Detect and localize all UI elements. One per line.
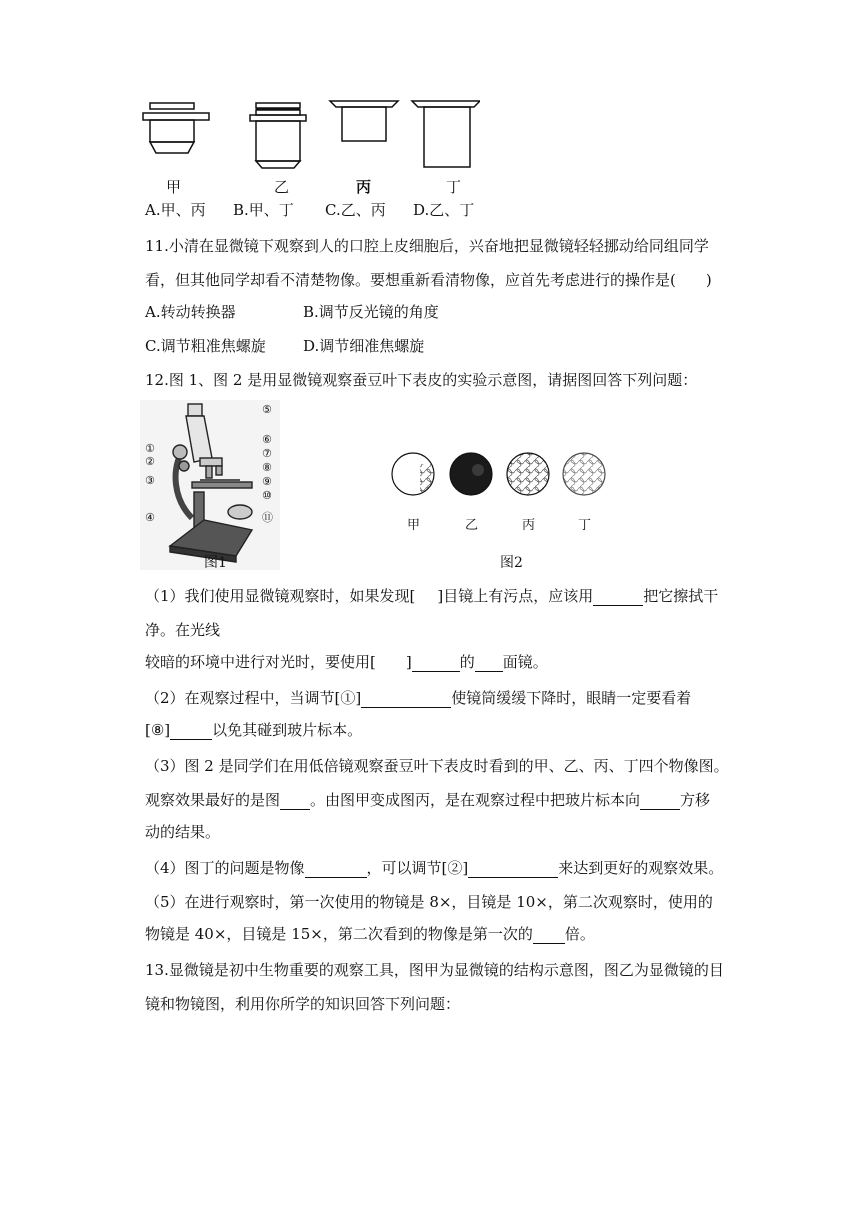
q12-p4-line1: [145, 858, 723, 878]
callout-4: ④: [145, 511, 155, 524]
answer-blank[interactable]: [475, 655, 503, 672]
q10-option-b[interactable]: B.甲、丁: [233, 201, 294, 219]
q12-intro: 12.图 1、图 2 是用显微镜观察蚕豆叶下表皮的实验示意图，请据图回答下列问题：: [145, 371, 698, 389]
q11-options-row2: [145, 336, 424, 356]
figure-1-caption: 图1: [204, 555, 227, 571]
q10-option-c[interactable]: C.乙、丙: [325, 201, 386, 219]
text: ]: [405, 653, 412, 671]
answer-blank[interactable]: [593, 589, 643, 606]
figure-2-views: [380, 440, 620, 533]
q12-p1-line3: [145, 652, 548, 672]
views-drawing: [380, 440, 620, 520]
text: 倍。: [564, 925, 595, 943]
answer-blank[interactable]: [468, 861, 558, 878]
text: 物镜是 40×，目镜是 15×，第二次看到的物像是第一次的: [145, 925, 533, 943]
view-label-yi: 乙: [465, 518, 479, 533]
answer-blank[interactable]: [305, 861, 367, 878]
lens-drawings: [140, 95, 480, 175]
text: （2）在观察过程中，当调节[①]: [145, 689, 362, 707]
microscope-drawing: [140, 400, 280, 570]
view-label-jia: 甲: [407, 518, 421, 533]
q12-p3-line1: （3）图 2 是同学们在用低倍镜观察蚕豆叶下表皮时看到的甲、乙、丙、丁四个物像图。: [145, 757, 729, 775]
lens-figure: [140, 95, 480, 195]
callout-3: ③: [145, 474, 155, 487]
answer-blank[interactable]: [280, 793, 310, 810]
fig1-callout-right: [262, 433, 272, 503]
text: 使镜筒缓缓下降时，眼睛一定要看着: [451, 689, 692, 707]
callout-11: ⑪: [262, 511, 273, 524]
answer-blank[interactable]: [170, 723, 212, 740]
answer-blank[interactable]: [415, 590, 437, 606]
answer-blank[interactable]: [412, 655, 460, 672]
text: （4）图丁的问题是物像: [145, 859, 305, 877]
lens-label-ding: 丁: [446, 178, 462, 196]
callout-1: ①: [145, 442, 155, 455]
callout-7: ⑦: [262, 447, 272, 460]
text: 方移: [680, 791, 711, 809]
q12-p5-line1: （5）在进行观察时，第一次使用的物镜是 8×，目镜是 10×，第二次观察时，使用的: [145, 893, 713, 911]
q10-option-d[interactable]: D.乙、丁: [413, 201, 475, 219]
q10-option-a[interactable]: A.甲、丙: [145, 201, 206, 219]
q12-p1-line1: [145, 586, 718, 606]
answer-blank[interactable]: [361, 691, 451, 708]
q12-p2-line1: [145, 688, 691, 708]
view-label-bing: 丙: [522, 518, 536, 533]
text: 面镜。: [502, 653, 548, 671]
q10-options: [145, 200, 474, 220]
text: 来达到更好的观察效果。: [558, 859, 724, 877]
text: ]目镜上有污点，应该用: [437, 587, 594, 605]
q12-p1-line2: 净。在光线: [145, 621, 221, 639]
q12-p2-line2: [145, 720, 362, 740]
text: 的: [459, 653, 475, 671]
text: 以免其碰到玻片标本。: [212, 721, 363, 739]
text: [⑧]: [145, 721, 171, 739]
callout-6: ⑥: [262, 433, 272, 446]
text: 观察效果最好的是图: [145, 791, 281, 809]
callout-8: ⑧: [262, 461, 272, 474]
q12-p3-line3: 动的结果。: [145, 823, 221, 841]
q13-line1: 13.显微镜是初中生物重要的观察工具，图甲为显微镜的结构示意图，图乙为显微镜的目: [145, 961, 724, 979]
lens-label-jia: 甲: [166, 178, 182, 196]
q11-line1: 11.小清在显微镜下观察到人的口腔上皮细胞后，兴奋地把显微镜轻轻挪动给同组同学: [145, 237, 709, 255]
callout-5: ⑤: [262, 403, 272, 416]
figure-1-microscope: [140, 400, 280, 570]
answer-blank[interactable]: [533, 927, 565, 944]
q11-option-d[interactable]: D.调节细准焦螺旋: [303, 337, 425, 355]
answer-blank[interactable]: [376, 656, 406, 672]
text: 把它擦拭干: [643, 587, 719, 605]
lens-label-bing: 丙: [356, 178, 372, 196]
lens-label-yi: 乙: [274, 178, 290, 196]
q11-options-row1: [145, 302, 439, 322]
callout-2: ②: [145, 455, 155, 468]
answer-blank[interactable]: [640, 793, 680, 810]
text: 较暗的环境中进行对光时，要使用[: [145, 653, 376, 671]
callout-9: ⑨: [262, 475, 272, 488]
text: 。由图甲变成图丙，是在观察过程中把玻片标本向: [310, 791, 641, 809]
text: （1）我们使用显微镜观察时，如果发现[: [145, 587, 416, 605]
fig1-callout-left: [145, 442, 155, 487]
callout-10: ⑩: [262, 489, 272, 502]
q11-option-a[interactable]: A.转动转换器: [145, 303, 236, 321]
q11-option-c[interactable]: C.调节粗准焦螺旋: [145, 337, 266, 355]
q13-line2: 镜和物镜图，利用你所学的知识回答下列问题：: [145, 995, 461, 1013]
q12-p5-line2: [145, 924, 595, 944]
q12-p3-line2: [145, 790, 710, 810]
view-label-ding: 丁: [578, 518, 592, 533]
text: ，可以调节[②]: [366, 859, 469, 877]
figure-2-caption: 图2: [500, 555, 523, 571]
q11-option-b[interactable]: B.调节反光镜的角度: [303, 303, 439, 321]
q11-line2: 看，但其他同学却看不清楚物像。要想重新看清物像，应首先考虑进行的操作是( ): [145, 271, 712, 289]
